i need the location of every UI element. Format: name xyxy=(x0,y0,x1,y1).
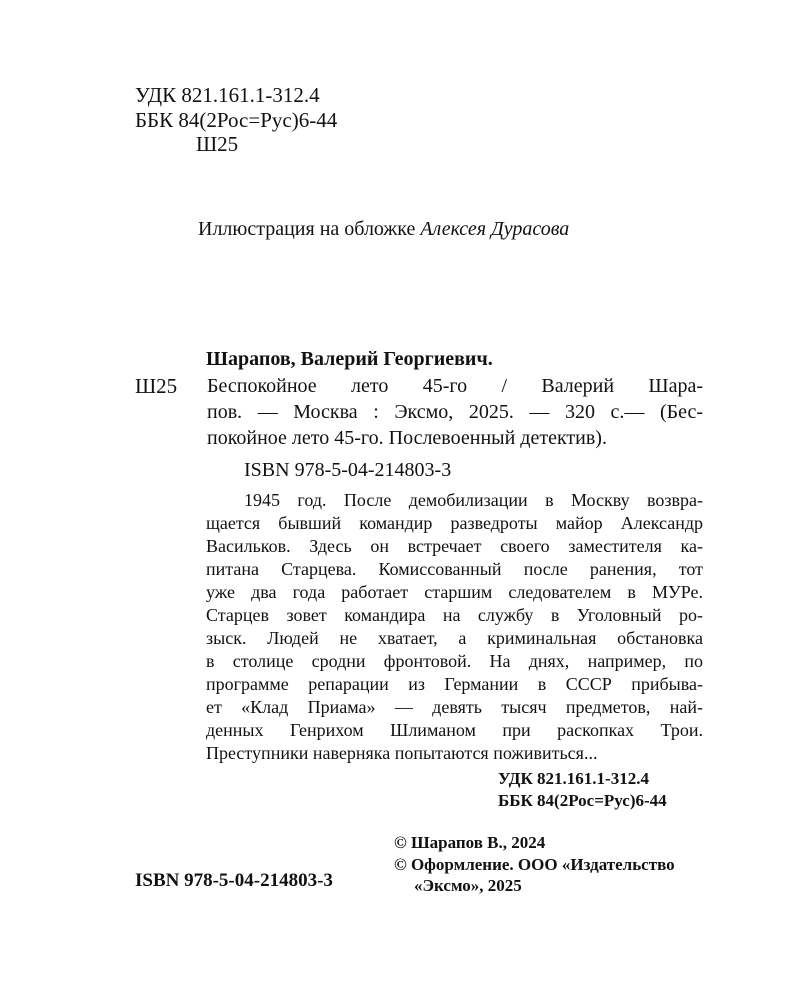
annotation-line: программе репарации из Германии в СССР прибыва- xyxy=(206,674,703,694)
annotation-line: Васильков. Здесь он встречает своего заместителя ка- xyxy=(206,536,703,556)
annotation-line: уже два года работает старшим следователем в МУРе. xyxy=(206,582,703,602)
copyright-author: © Шарапов В., 2024 xyxy=(394,833,546,852)
annotation-line: денных Генрихом Шлиманом при раскопках Трои. xyxy=(206,720,703,740)
annotation-line: Преступники наверняка попытаются поживиться... xyxy=(206,743,598,763)
annotation-line: щается бывший командир разведроты майор Александр xyxy=(206,513,703,533)
annotation-line: 1945 год. После демобилизации в Москву возвра- xyxy=(244,490,703,510)
bibliographic-isbn: ISBN 978-5-04-214803-3 xyxy=(244,459,452,481)
author-mark: Ш25 xyxy=(196,132,239,156)
copyright-design: © Оформление. ООО «Издательство xyxy=(394,855,675,874)
annotation-line: зыск. Людей не хватает, а криминальная обстановка xyxy=(206,628,703,648)
annotation-line: питана Старцева. Комиссованный после ранения, тот xyxy=(206,559,703,579)
illustration-artist: Алексея Дурасова xyxy=(420,218,570,240)
bibliographic-line: покойное лето 45-го. Послевоенный детектив). xyxy=(207,427,607,449)
bibliographic-line: Беспокойное лето 45-го / Валерий Шара- xyxy=(207,375,703,397)
footer-isbn: ISBN 978-5-04-214803-3 xyxy=(135,870,333,891)
copyright-publisher: «Эксмо», 2025 xyxy=(414,876,522,895)
classification-udk: УДК 821.161.1-312.4 xyxy=(498,769,649,788)
classification-bbk: ББК 84(2Рос=Рус)6-44 xyxy=(498,791,667,810)
annotation-line: Старцев зовет командира на службу в Уголовный ро- xyxy=(206,605,703,625)
annotation-line: в столице сродни фронтовой. На днях, например, по xyxy=(206,651,703,671)
bibliographic-line: пов. — Москва : Эксмо, 2025. — 320 с.— (Бес- xyxy=(207,401,703,423)
udk-code: УДК 821.161.1-312.4 xyxy=(135,83,320,107)
bibliographic-author: Шарапов, Валерий Георгиевич. xyxy=(206,348,493,370)
bbk-code: ББК 84(2Рос=Рус)6-44 xyxy=(135,108,338,132)
illustration-credit xyxy=(198,216,569,242)
annotation-line: ет «Клад Приама» — девять тысяч предметов, най- xyxy=(206,697,703,717)
bibliographic-author-mark: Ш25 xyxy=(135,374,178,398)
illustration-prefix: Иллюстрация на обложке xyxy=(198,218,421,240)
